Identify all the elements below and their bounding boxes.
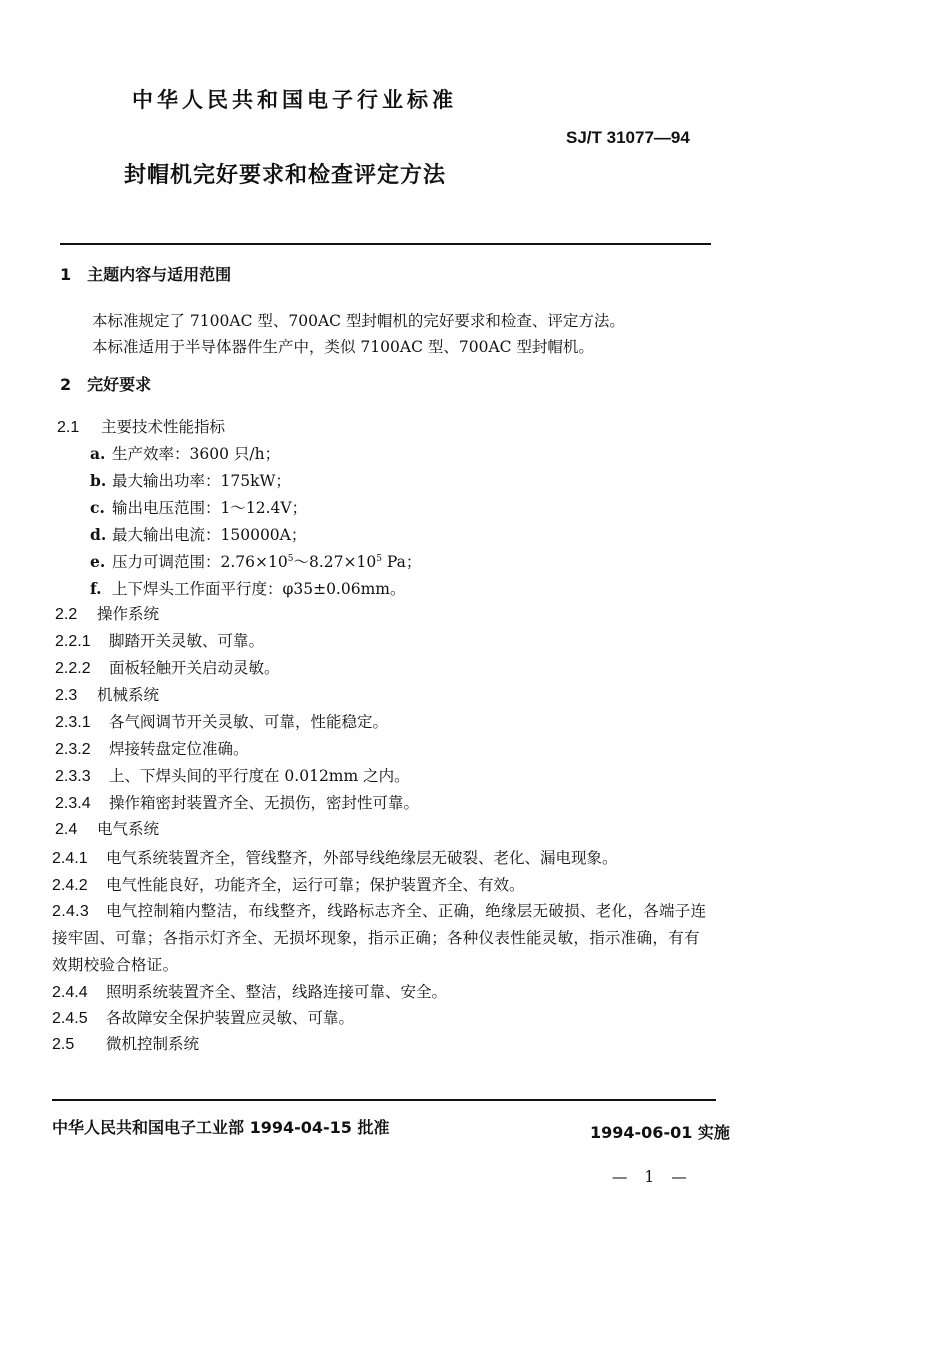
clause-number: 2.4 [55,821,78,838]
footer-divider [52,1099,716,1101]
item-label: c. [90,498,105,517]
item-label: f. [90,579,102,598]
item-label: a. [90,444,106,463]
clause-number: 2.4.1 [52,850,88,867]
section-2-heading: 2 完好要求 [60,375,152,394]
clause-2-2-2 [55,656,280,678]
issuing-body-header: 中华人民共和国电子行业标准 [132,88,457,112]
clause-number: 2.2.1 [55,633,91,650]
clause-text: 电气性能良好，功能齐全，运行可靠；保护装置齐全、有效。 [106,876,525,894]
clause-2-3-4 [55,791,419,813]
section-1-paragraph-2: 本标准适用于半导体器件生产中，类似 7100AC 型、700AC 型封帽机。 [92,338,594,356]
clause-text: 电气系统 [97,820,160,838]
header-divider [60,243,711,245]
clause-number: 2.3.3 [55,768,91,785]
clause-text: 焊接转盘定位准确。 [109,740,249,758]
clause-text: 机械系统 [97,686,160,704]
clause-2-4-1 [52,846,618,868]
exponent: 5 [287,553,294,564]
exponent: 5 [376,553,382,564]
item-text-b: ～8.27×10 [293,553,377,571]
document-title: 封帽机完好要求和检查评定方法 [124,163,447,188]
spec-item-f [90,577,405,599]
clause-2-3-1 [55,710,388,732]
clause-2-4 [55,817,159,839]
clause-number: 2.4.3 [52,903,90,920]
clause-2-2-1 [55,629,264,651]
clause-2-4-4 [52,980,447,1002]
clause-text: 主要技术性能指标 [101,418,226,436]
spec-item-c [90,496,307,518]
clause-2-3 [55,683,159,705]
clause-2-4-5 [52,1006,354,1028]
clause-number: 2.4.2 [52,877,88,894]
clause-number: 2.2 [55,606,78,623]
clause-number: 2.3.4 [55,795,91,812]
item-text: 输出电压范围：1～12.4V； [112,499,308,517]
clause-text: 操作系统 [97,605,160,623]
spec-item-a [90,442,280,464]
section-1-paragraph-1: 本标准规定了 7100AC 型、700AC 型封帽机的完好要求和检查、评定方法。 [92,312,625,330]
page-number: — 1 — [612,1168,693,1186]
clause-number: 2.1 [57,419,80,436]
clause-number: 2.4.5 [52,1010,88,1027]
clause-number: 2.4.4 [52,984,88,1001]
item-label: d. [90,525,107,544]
item-text: 上下焊头工作面平行度：φ35±0.06mm。 [112,580,406,598]
clause-2-4-2 [52,873,525,895]
clause-text: 电气系统装置齐全，管线整齐，外部导线绝缘层无破裂、老化、漏电现象。 [106,849,618,867]
clause-text: 上、下焊头间的平行度在 0.012mm 之内。 [109,767,410,785]
clause-2-5 [52,1032,199,1054]
clause-number: 2.5 [52,1036,75,1053]
clause-number: 2.3.1 [55,714,91,731]
clause-text: 脚踏开关灵敏、可靠。 [109,632,265,650]
clause-number: 2.3 [55,687,78,704]
item-text-a: 压力可调范围：2.76×10 [112,553,288,571]
approval-note: 中华人民共和国电子工业部 1994-04-15 批准 [52,1118,390,1137]
clause-2-3-2 [55,737,249,759]
clause-text: 微机控制系统 [106,1035,200,1053]
clause-text: 照明系统装置齐全、整洁，线路连接可靠、安全。 [106,983,448,1001]
standard-number: SJ/T 31077—94 [566,128,690,147]
clause-text: 电气控制箱内整洁，布线整齐，线路标志齐全、正确，绝缘层无破损、老化，各端子连接牢固、可靠；各指示灯齐全、无损坏现象，指示正确；各种仪表性能灵敏，指示准确，有有效期校验合格证。 [52,902,707,974]
clause-2-1 [57,415,225,437]
clause-number: 2.3.2 [55,741,91,758]
clause-text: 各气阀调节开关灵敏、可靠，性能稳定。 [109,713,389,731]
item-label: e. [90,552,106,571]
clause-text: 操作箱密封装置齐全、无损伤，密封性可靠。 [109,794,420,812]
item-text: 最大输出功率：175kW； [112,472,291,490]
clause-2-3-3 [55,764,410,786]
clause-text: 各故障安全保护装置应灵敏、可靠。 [106,1009,355,1027]
item-text: 生产效率：3600 只/h； [112,445,281,463]
clause-number: 2.2.2 [55,660,91,677]
item-text-c: Pa； [381,553,422,571]
effective-date-note: 1994-06-01 实施 [590,1123,730,1142]
item-text: 最大输出电流：150000A； [112,526,307,544]
clause-2-4-3 [52,898,712,979]
clause-text: 面板轻触开关启动灵敏。 [109,659,280,677]
section-1-heading: 1 主题内容与适用范围 [60,265,232,284]
spec-item-e [90,550,421,572]
spec-item-d [90,523,306,545]
spec-item-b [90,469,291,491]
clause-2-2 [55,602,159,624]
item-label: b. [90,471,107,490]
